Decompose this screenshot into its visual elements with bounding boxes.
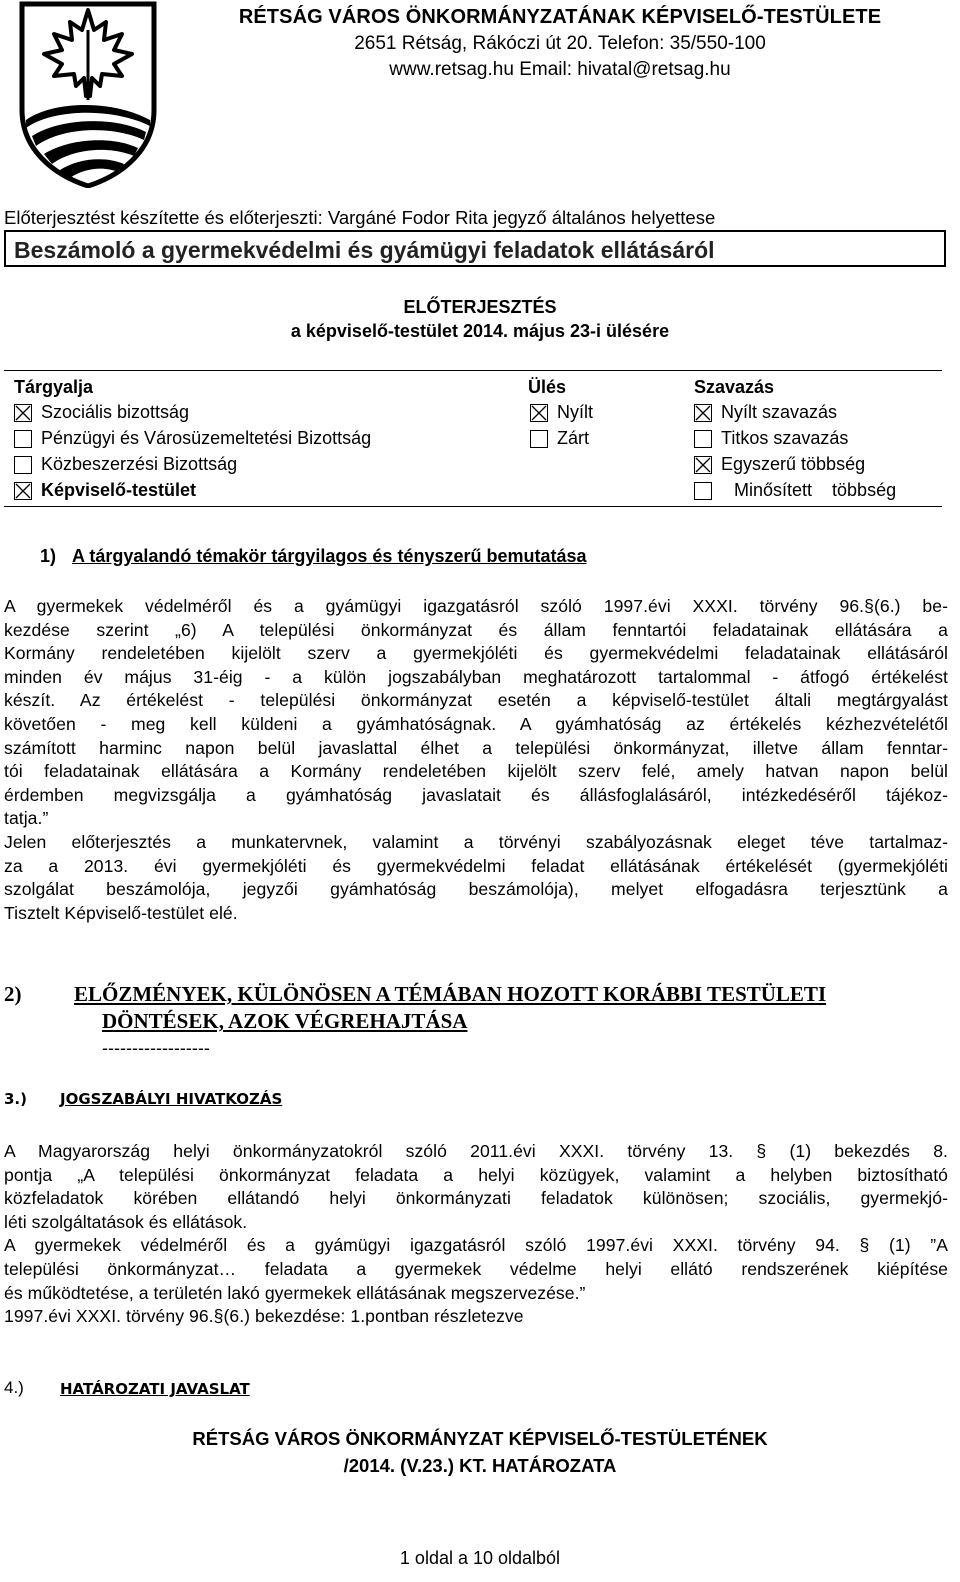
text-line: követően - meg kell küldeni a gyámhatóságnak. A gyámhatóság az értékelés kézhezvételétől [4, 713, 948, 734]
session-type-label: Nyílt [557, 402, 593, 422]
text-line: települési önkormányzat… feladata a gyermekek védelme helyi ellátó rendszerének kiépítése [4, 1258, 948, 1279]
text-line: és működtetése, a területén lakó gyermekek ellátásának megszervezése.” [4, 1282, 586, 1303]
text-line: tatja.” [4, 808, 49, 829]
section2-title-line2: DÖNTÉSEK, AZOK VÉGREHAJTÁSA [102, 1009, 468, 1033]
section1-number: 1) [40, 546, 57, 566]
proposal-label: ELŐTERJESZTÉS [403, 297, 557, 317]
committee-label: Közbeszerzési Bizottság [41, 454, 238, 474]
text-line: közfeladatok körében ellátandó helyi önkormányzati feladatok különösen; szociális, gyermekjó- [4, 1188, 948, 1209]
text-line: 1997.évi XXXI. törvény 96.§(6.) bekezdése: 1.pontban részletezve [4, 1306, 524, 1327]
checkbox-checked-icon[interactable] [14, 404, 32, 422]
text-line: Jelen előterjesztés a munkatervnek, valamint a törvényi szabályozásnak eleget téve tartalmaz- [4, 831, 948, 852]
text-line: érdemben megvizsgálja a gyámhatóság javaslatait és állásfoglalásáról, intézkedéséről tájékoz- [4, 784, 948, 805]
text-line: léti szolgáltatások és ellátások. [4, 1211, 248, 1232]
text-line: kezdése szerint „6) A települési önkormányzat és állam fenntartói feladatainak ellátására a [4, 619, 948, 640]
checkbox-checked-icon[interactable] [530, 404, 548, 422]
text-line: minden év május 31-éig - a külön jogszabályban meghatározott tartalommal - átfogó értékelést [4, 666, 948, 687]
vote-type-label: Titkos szavazás [721, 428, 849, 448]
text-line: Kormány rendeletében kijelölt szerv a gyermekjóléti és gyermekvédelmi feladatainak ellátásáról [4, 643, 948, 664]
text-line: szolgálat beszámolója, jegyzői gyámhatóság beszámolója), melyet elfogadásra terjesztünk a [4, 879, 948, 900]
committee-row[interactable] [14, 428, 371, 449]
session-type-label: Zárt [557, 428, 590, 448]
col-head-session: Ülés [528, 377, 567, 397]
section3-title: JOGSZABÁLYI HIVATKOZÁS [60, 1090, 283, 1108]
text-line: A Magyarország helyi önkormányzatokról szóló 2011.évi XXXI. törvény 13. § (1) bekezdés 8. [4, 1141, 948, 1161]
committee-row[interactable] [14, 402, 189, 423]
col-head-discusses: Tárgyalja [14, 377, 94, 397]
text-line: A gyermekek védelméről és a gyámügyi igazgatásról szóló 1997.évi XXXI. törvény 94. § (1) ”A [4, 1235, 948, 1256]
checkbox-empty-icon[interactable] [14, 456, 32, 474]
text-line: pontja „A települési önkormányzat feladata a helyi közügyek, valamint a helyben biztosítható [4, 1164, 948, 1185]
resolution-line1: RÉTSÁG VÁROS ÖNKORMÁNYZAT KÉPVISELŐ-TESTÜLETÉNEK [192, 1428, 768, 1449]
section1-body [4, 595, 948, 925]
checkbox-empty-icon[interactable] [530, 430, 548, 448]
session-type-row[interactable] [530, 428, 589, 449]
committee-row[interactable] [14, 454, 237, 475]
section3-number: 3.) [4, 1090, 27, 1108]
page-footer: 1 oldal a 10 oldalból [399, 1548, 561, 1568]
text-line: készít. Az értékelést - települési önkormányzat esetén a képviselő-testület általi megtárgyalást [4, 690, 948, 711]
committee-label: Szociális bizottság [41, 402, 190, 422]
committee-label: Képviselő-testület [41, 480, 197, 500]
section2-title-line1: ELŐZMÉNYEK, KÜLÖNÖSEN A TÉMÁBAN HOZOTT KORÁBBI TESTÜLETI [74, 982, 827, 1006]
section2-number: 2) [4, 982, 22, 1006]
leaf-crest-icon [14, 0, 162, 188]
checkbox-checked-icon[interactable] [694, 404, 712, 422]
vote-type-row[interactable] [694, 454, 865, 475]
text-line: A gyermekek védelméről és a gyámügyi igazgatásról szóló 1997.évi XXXI. törvény 96.§(6.) be- [4, 596, 948, 616]
section4-title: HATÁROZATI JAVASLAT [60, 1380, 250, 1398]
checkbox-empty-icon[interactable] [694, 482, 712, 500]
committee-label: Pénzügyi és Városüzemeltetési Bizottság [41, 428, 372, 448]
vote-type-row[interactable] [694, 480, 896, 501]
section4-number: 4.) [4, 1378, 24, 1397]
session-line: a képviselő-testület 2014. május 23-i ülésére [290, 321, 670, 341]
checkbox-checked-icon[interactable] [694, 456, 712, 474]
voting-bottom-rule [4, 506, 942, 507]
checkbox-empty-icon[interactable] [694, 430, 712, 448]
vote-type-label: Nyílt szavazás [721, 402, 838, 422]
document-title-box [4, 230, 946, 267]
institution-web: www.retsag.hu Email: hivatal@retsag.hu [389, 59, 731, 80]
checkbox-empty-icon[interactable] [14, 430, 32, 448]
vote-type-label: Egyszerű többség [721, 454, 866, 474]
committee-row[interactable] [14, 480, 196, 501]
resolution-line2: /2014. (V.23.) KT. HATÁROZATA [343, 1455, 617, 1476]
checkbox-checked-icon[interactable] [14, 482, 32, 500]
section2-body: ------------------ [102, 1038, 210, 1058]
section3-body [4, 1140, 948, 1329]
document-title: Beszámoló a gyermekvédelmi és gyámügyi feladatok ellátásáról [14, 237, 715, 263]
institution-title: RÉTSÁG VÁROS ÖNKORMÁNYZATÁNAK KÉPVISELŐ-TESTÜLETE [238, 6, 882, 28]
text-line: tói feladatainak ellátására a Kormány rendeletében kijelölt szerv felé, amely hatvan napon belül [4, 761, 948, 782]
session-type-row[interactable] [530, 402, 593, 423]
col-head-voting: Szavazás [694, 377, 775, 397]
text-line: Tisztelt Képviselő-testület elé. [4, 902, 238, 923]
institution-address: 2651 Rétság, Rákóczi út 20. Telefon: 35/550-100 [354, 33, 766, 54]
vote-type-row[interactable] [694, 428, 848, 449]
voting-top-rule [4, 370, 942, 371]
text-line: za a 2013. évi gyermekjóléti és gyermekvédelmi feladat ellátásának értékelését (gyermekjóléti [4, 855, 948, 876]
vote-type-row[interactable] [694, 402, 837, 423]
preparer-line: Előterjesztést készítette és előterjeszti: Vargáné Fodor Rita jegyző általános helyettese [4, 207, 716, 228]
text-line: számított harminc napon belül javaslattal élhet a települési önkormányzat, illetve állam fenntar- [4, 737, 948, 758]
vote-type-label: Minősített többség [734, 480, 897, 500]
section1-title: A tárgyalandó témakör tárgyilagos és tényszerű bemutatása [72, 546, 587, 566]
